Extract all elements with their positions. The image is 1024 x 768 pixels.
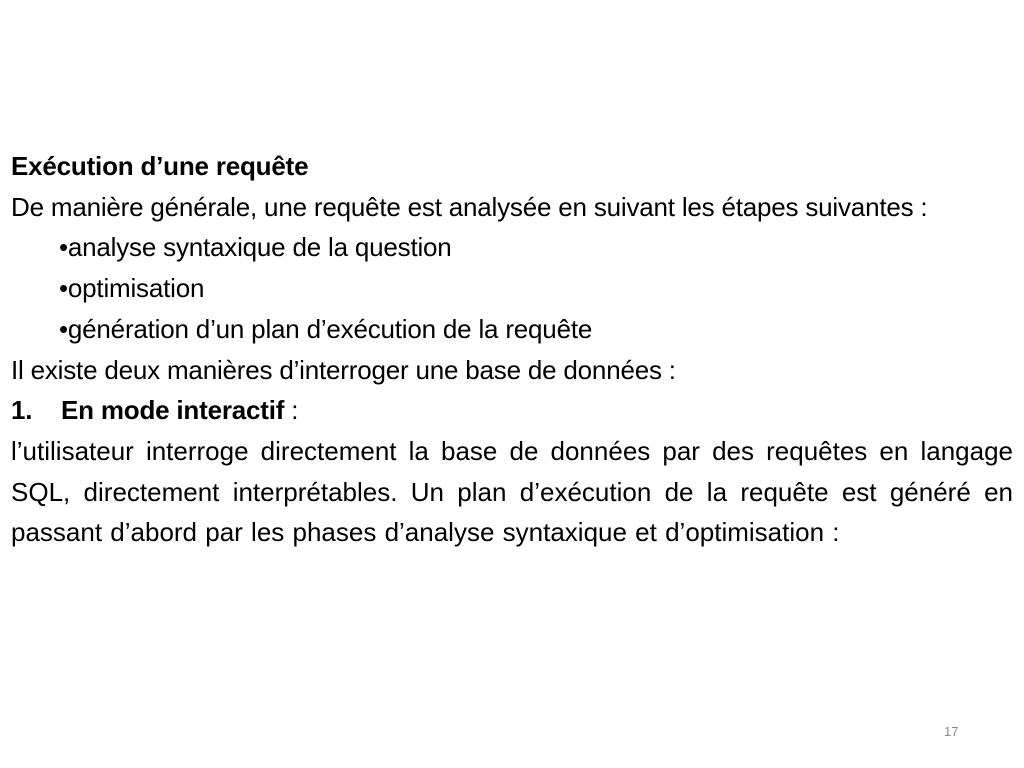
slide-body [11,146,1013,553]
section-title: Exécution d’une requête [11,151,309,181]
interactive-mode-paragraph: l’utilisateur interroge directement la base de données par des requêtes en langage SQL, directement interprétables. Un plan d’exécution de la requête est généré en passant d’abord par les phases d’analyse syntaxique et d’optimisation : [11,435,1013,548]
item-suffix: : [284,395,299,426]
item-label: En mode interactif [61,395,285,426]
step-item-2: •optimisation [59,273,205,304]
ways-intro: Il existe deux manières d’interroger une base de données : [11,354,676,385]
step-item-3: •génération d’un plan d’exécution de la requête [59,313,593,344]
page-number: 17 [944,724,959,739]
intro-line-1 [11,187,971,228]
item-number: 1. [11,395,33,426]
numbered-item-1 [11,390,1013,431]
step-item-1: •analyse syntaxique de la question [59,232,452,263]
intro-text: De manière générale, une requête est analysée en suivant les étapes suivantes : [11,191,928,222]
